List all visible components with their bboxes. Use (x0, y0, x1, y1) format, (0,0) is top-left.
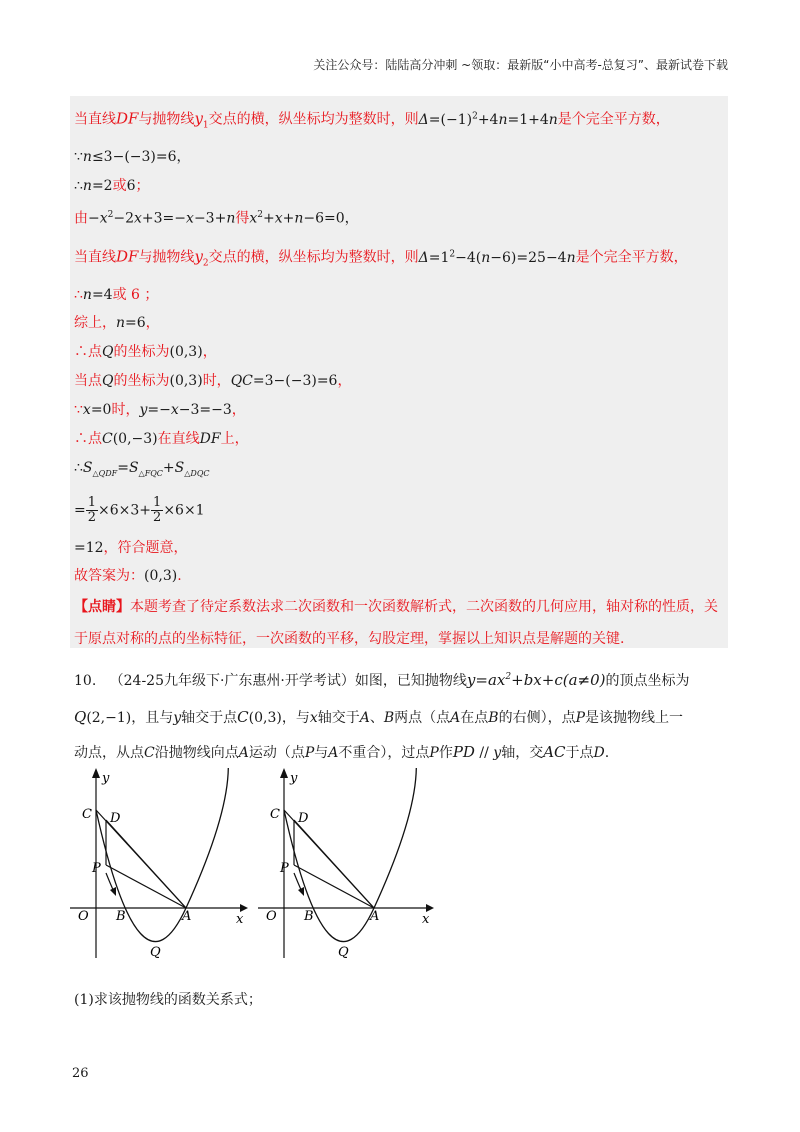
label-Q: Q (150, 945, 161, 960)
figure-left (70, 768, 255, 968)
page-number: 26 (72, 1066, 89, 1081)
label-y: y (290, 771, 298, 786)
question-line-1: 10. （24-25九年级下·广东惠州·开学考试）如图，已知抛物线$y=ax^2+bx+c(a\ne 0)$的顶点坐标为 (74, 671, 690, 689)
solution-line-11: ∴点C(0,−3)在直线DF上， (74, 431, 249, 447)
solution-line-3: ∴n=2或6； (74, 178, 150, 194)
solution-line-14: =12，符合题意， (74, 540, 188, 556)
label-O: O (78, 909, 89, 924)
label-C: C (82, 807, 92, 822)
solution-line-5: 当直线DF与抛物线$y_2$交点的横，纵坐标均为整数时，则$\Delta=1^2-4(n-6)=25-4n$是个完全平方数， (74, 247, 688, 269)
label-D: D (298, 811, 309, 826)
label-B: B (304, 909, 314, 924)
label-y: y (102, 771, 110, 786)
solution-line-13: = 1 2 ×6×3+ 1 2 ×6×1 (74, 495, 205, 525)
line-PA (294, 865, 374, 908)
x-axis-arrow-icon (240, 904, 248, 912)
solution-line-15: 故答案为：(0,3). (74, 568, 182, 584)
solution-line-1: 当直线DF与抛物线$y_1$交点的横，纵坐标均为整数时，则$\Delta=(-1)^2+4n=1+4n$是个完全平方数， (74, 109, 670, 131)
label-P: P (280, 861, 289, 876)
label-A: A (182, 909, 192, 924)
question-line-3: 动点，从点C沿抛物线向点A运动（点P与A不重合），过点P作PD // y轴，交AC于点D. (74, 743, 610, 761)
label-A: A (370, 909, 380, 924)
solution-line-12: $\therefore S_{\triangle QDF}=S_{\triangle FQC}+S_{\triangle DQC}$ (74, 460, 210, 478)
comment-line-2: 于原点对称的点的坐标特征，一次函数的平移，勾股定理，掌握以上知识点是解题的关键. (74, 631, 625, 647)
y-axis-arrow-icon (92, 768, 100, 778)
page-header: 关注公众号：陆陆高分冲刺 ~领取：最新版“小中高考-总复习”、最新试卷下载 (313, 58, 728, 72)
label-x: x (422, 912, 430, 927)
solution-line-4: 由$-x^2-2x+3=-x-3+n$得$x^2+x+n-6=0$， (74, 210, 359, 227)
solution-line-6: ∴n=4或 6 ； (74, 287, 159, 303)
line-PA (106, 865, 186, 908)
y-axis-arrow-icon (280, 768, 288, 778)
solution-line-10: ∵x=0时，y=−x−3=−3， (74, 402, 246, 418)
solution-line-8: ∴点Q的坐标为(0,3)， (74, 344, 217, 360)
comment-line-1: 【点睛】本题考查了待定系数法求二次函数和一次函数解析式，二次函数的几何应用，轴对称的性质，关 (74, 599, 718, 615)
solution-line-7: 综上，n=6， (74, 315, 160, 331)
label-O: O (266, 909, 277, 924)
label-B: B (116, 909, 126, 924)
figure-right (258, 768, 443, 968)
x-axis-arrow-icon (426, 904, 434, 912)
label-x: x (236, 912, 244, 927)
question-line-2: Q(2,−1)，且与y轴交于点C(0,3)，与x轴交于A、B两点（点A在点B的右侧），点P是该抛物线上一 (74, 708, 684, 726)
sub-question-1: (1)求该抛物线的函数关系式； (74, 992, 262, 1008)
solution-line-9: 当点Q的坐标为(0,3)时，QC=3−(−3)=6， (74, 373, 352, 389)
label-D: D (110, 811, 121, 826)
label-Q: Q (338, 945, 349, 960)
line-DA (294, 820, 374, 908)
label-C: C (270, 807, 280, 822)
label-P: P (92, 861, 101, 876)
solution-line-2: ∵n≤3−(−3)=6， (74, 149, 191, 165)
line-DA (106, 820, 186, 908)
